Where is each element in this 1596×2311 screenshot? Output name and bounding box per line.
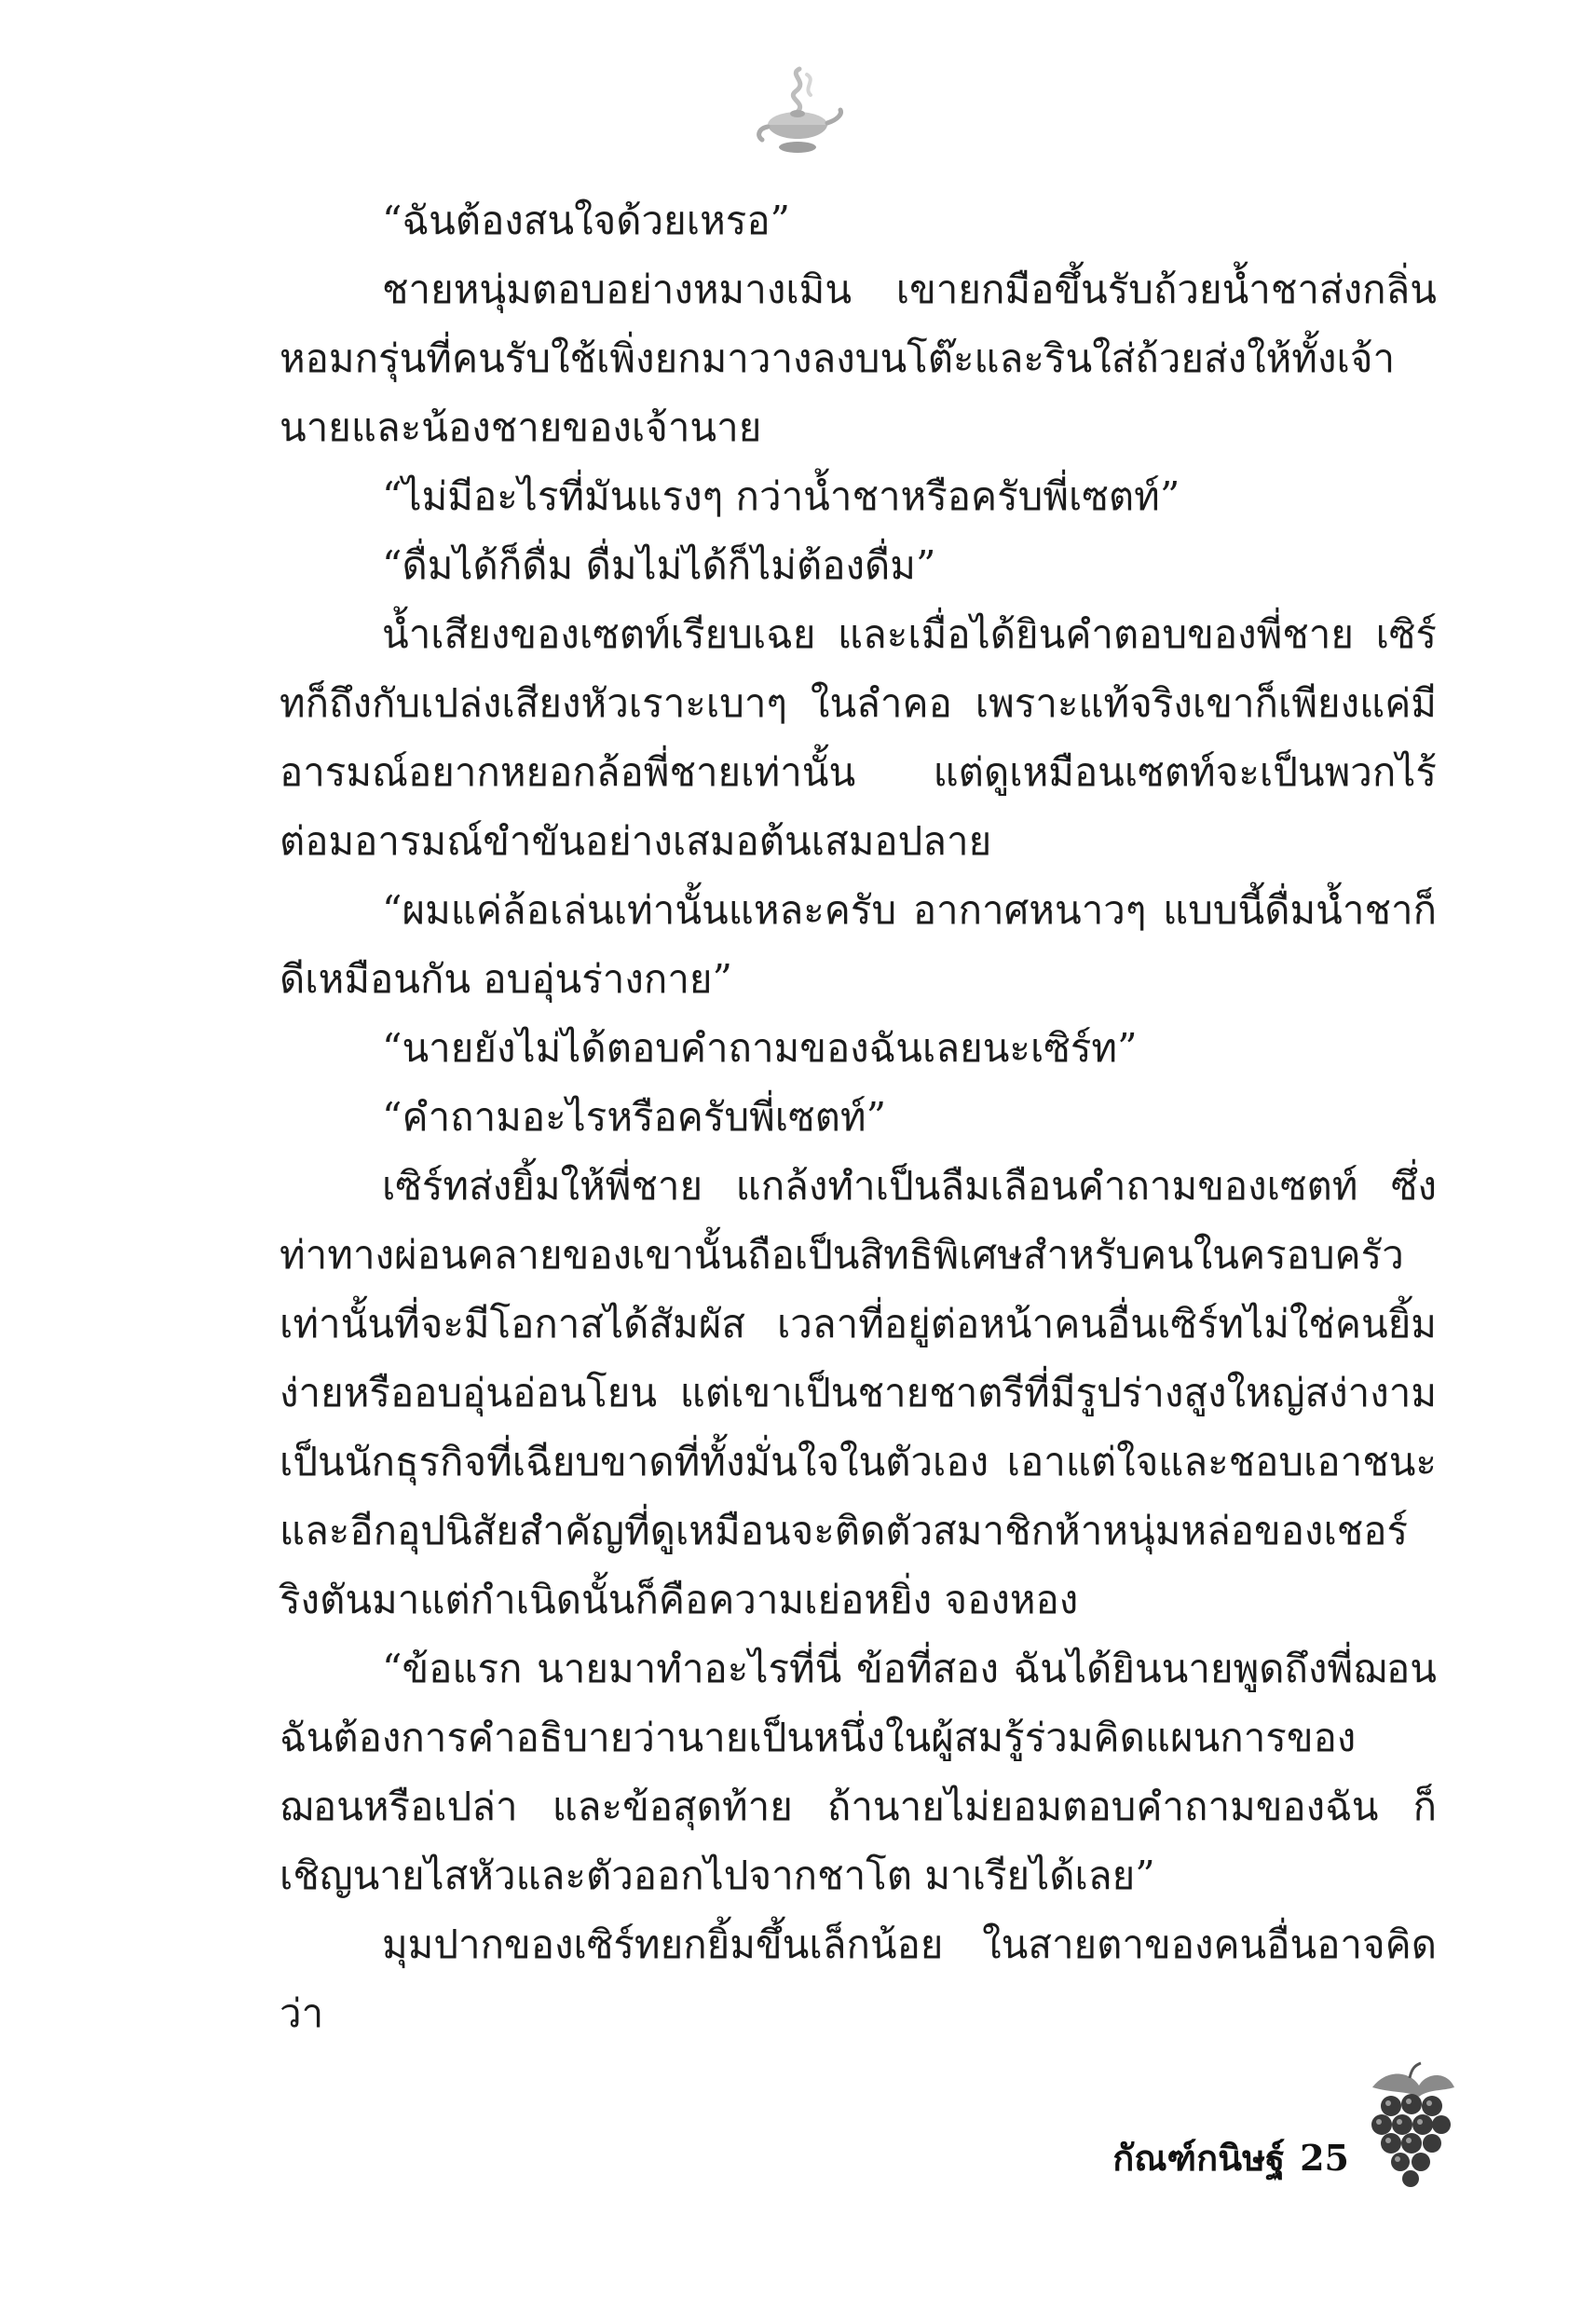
paragraph: “ฉันต้องสนใจด้วยเหรอ” <box>382 198 791 243</box>
page-footer <box>1112 2120 1349 2195</box>
body-text <box>280 186 1437 2048</box>
book-title: กัณฑ์กนิษฐ์ <box>1112 2137 1286 2179</box>
page-number: 25 <box>1300 2136 1349 2179</box>
paragraph: “ดื่มได้ก็ดื่ม ดื่มไม่ได้ก็ไม่ต้องดื่ม” <box>382 542 936 588</box>
paragraph: มุมปากของเซิร์ทยกยิ้มขึ้นเล็กน้อย ในสายตาของคนอื่นอาจคิดว่า <box>280 1921 1437 2036</box>
paragraph: “คำถามอะไรหรือครับพี่เซตท์” <box>382 1094 887 1140</box>
paragraph: น้ำเสียงของเซตท์เรียบเฉย และเมื่อได้ยินคำตอบของพี่ชาย เซิร์ทก็ถึงกับเปล่งเสียงหัวเราะเบาๆ ในลำคอ เพราะแท้จริงเขาก็เพียงแค่มีอารมณ์อยากหยอกล้อพี่ชายเท่านั้น แต่ดูเหมือนเซตท์จะเป็นพวกไร้ต่อมอารมณ์ขำขันอย่างเสมอต้นเสมอปลาย <box>280 611 1437 864</box>
paragraph: ชายหนุ่มตอบอย่างหมางเมิน เขายกมือขึ้นรับถ้วยน้ำชาส่งกลิ่นหอมกรุ่นที่คนรับใช้เพิ่งยกมาวางลงบนโต๊ะและรินใส่ถ้วยส่งให้ทั้งเจ้านายและน้องชายของเจ้านาย <box>280 267 1437 450</box>
paragraph: “ข้อแรก นายมาทำอะไรที่นี่ ข้อที่สอง ฉันได้ยินนายพูดถึงพี่ฌอน ฉันต้องการคำอธิบายว่านายเป็นหนึ่งในผู้สมรู้ร่วมคิดแผนการของฌอนหรือเปล่า และข้อสุดท้าย ถ้านายไม่ยอมตอบคำถามของฉัน ก็เชิญนายไสหัวและตัวออกไปจากชาโต มาเรียได้เลย” <box>280 1646 1437 1898</box>
magic-lamp-icon <box>751 62 844 164</box>
grape-cluster-icon <box>1354 2059 1466 2199</box>
paragraph: “นายยังไม่ได้ตอบคำถามของฉันเลยนะเซิร์ท” <box>382 1025 1138 1071</box>
paragraph: เซิร์ทส่งยิ้มให้พี่ชาย แกล้งทำเป็นลืมเลือนคำถามของเซตท์ ซึ่งท่าทางผ่อนคลายของเขานั้นถือเป็นสิทธิพิเศษสำหรับคนในครอบครัวเท่านั้นที่จะมีโอกาสได้สัมผัส เวลาที่อยู่ต่อหน้าคนอื่นเซิร์ทไม่ใช่คนยิ้มง่ายหรืออบอุ่นอ่อนโยน แต่เขาเป็นชายชาตรีที่มีรูปร่างสูงใหญ่สง่างาม เป็นนักธุรกิจที่เฉียบขาดที่ทั้งมั่นใจในตัวเอง เอาแต่ใจและชอบเอาชนะ และอีกอุปนิสัยสำคัญที่ดูเหมือนจะติดตัวสมาชิกห้าหนุ่มหล่อของเชอร์ริงตันมาแต่กำเนิดนั้นก็คือความเย่อหยิ่ง จองหอง <box>280 1163 1437 1622</box>
paragraph: “ไม่มีอะไรที่มันแรงๆ กว่าน้ำชาหรือครับพี่เซตท์” <box>382 473 1180 519</box>
paragraph: “ผมแค่ล้อเล่นเท่านั้นแหละครับ อากาศหนาวๆ แบบนี้ดื่มน้ำชาก็ดีเหมือนกัน อบอุ่นร่างกาย” <box>280 887 1437 1002</box>
